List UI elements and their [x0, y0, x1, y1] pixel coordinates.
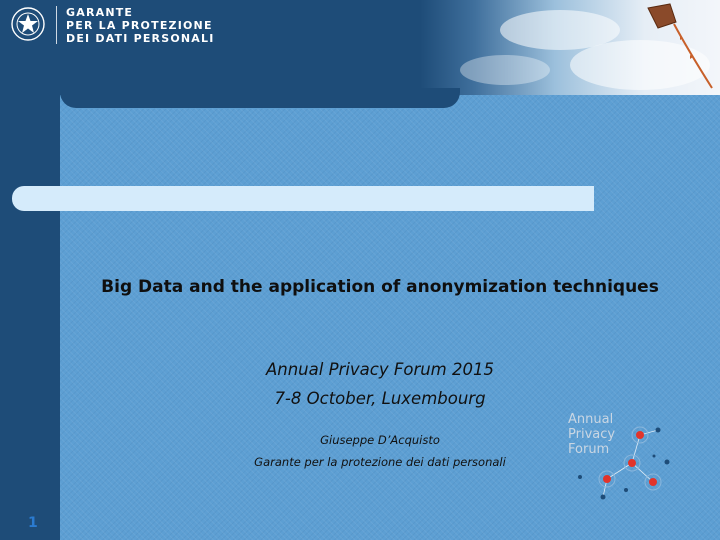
author-name: Giuseppe D’Acquisto — [320, 433, 440, 447]
header-tab — [60, 88, 460, 108]
logo-divider — [56, 6, 57, 44]
header — [0, 0, 720, 95]
left-sidebar-bar — [0, 95, 60, 540]
author-affiliation: Garante per la protezione dei dati personali — [254, 455, 506, 469]
logo-line: PER LA PROTEZIONE — [66, 19, 213, 32]
page-number: 1 — [28, 515, 38, 531]
slide-title: Big Data and the application of anonymization techniques — [101, 277, 659, 297]
logo-text — [66, 6, 215, 45]
event-logo-line: Privacy — [568, 427, 616, 442]
title-bar — [12, 186, 594, 211]
event-logo-line: Annual — [568, 412, 614, 427]
emblem-icon — [10, 6, 46, 42]
event-date-location: 7-8 October, Luxembourg — [274, 389, 486, 408]
event-name: Annual Privacy Forum 2015 — [265, 360, 494, 379]
event-logo-network-icon — [560, 410, 675, 505]
logo-line: DEI DATI PERSONALI — [66, 32, 215, 45]
logo-line: GARANTE — [66, 6, 134, 19]
kite-icon — [640, 0, 720, 95]
event-logo-line: Forum — [568, 442, 610, 457]
